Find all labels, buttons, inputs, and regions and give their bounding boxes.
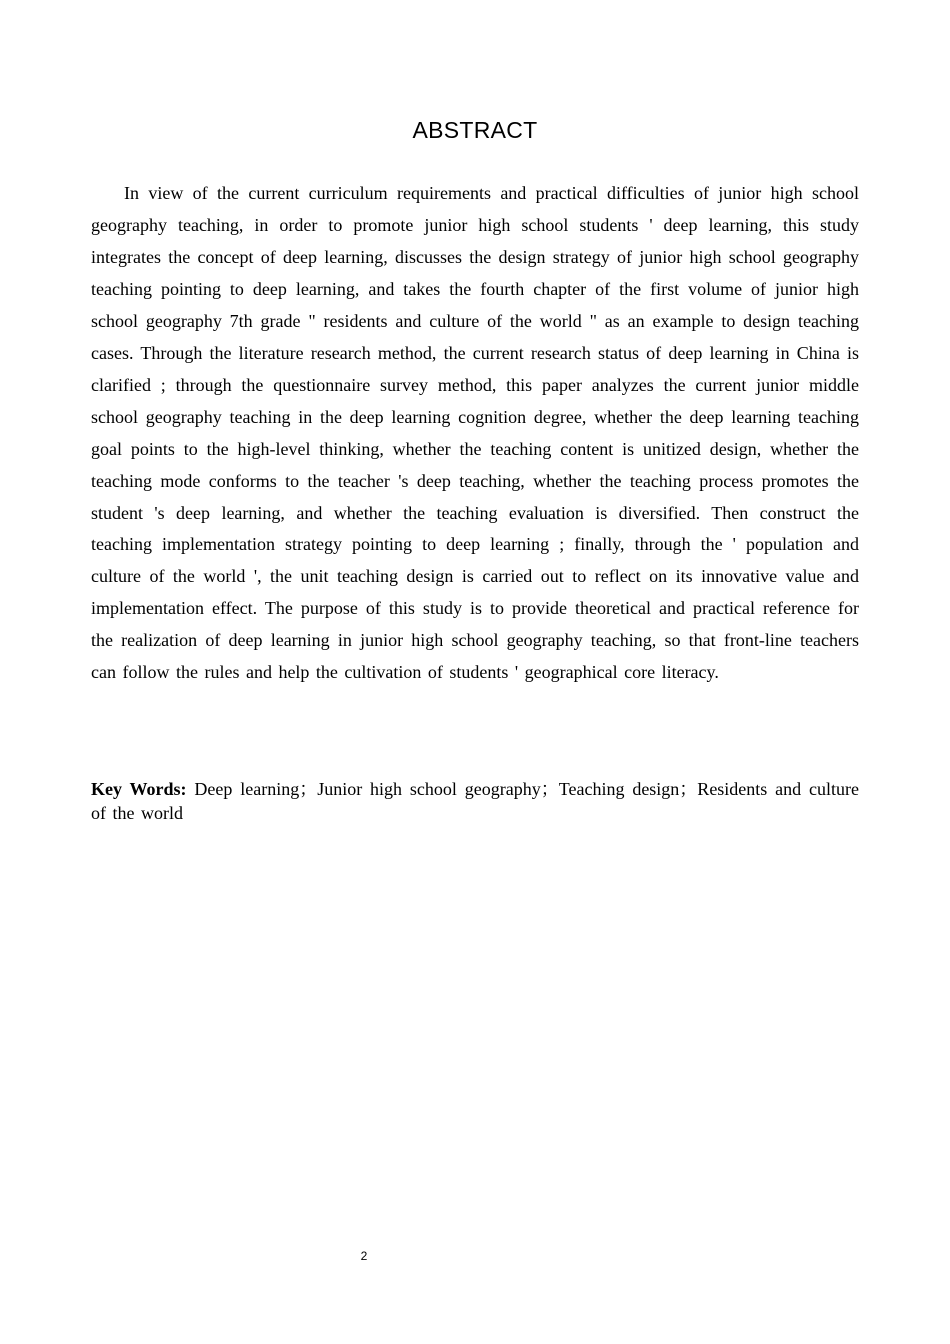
page-number: 2 <box>360 1249 368 1263</box>
keywords-line <box>91 777 859 825</box>
abstract-body: In view of the current curriculum requirements and practical difficulties of junior high school geography teaching, in order to promote junior high school students ' deep learning, this study integrates the concept of deep learning, discusses the design strategy of junior high school geography teaching pointing to deep learning, and takes the fourth chapter of the first volume of junior high school geography 7th grade " residents and culture of the world " as an example to design teaching cases. Through the literature research method, the current research status of deep learning in China is clarified ; through the questionnaire survey method, this paper analyzes the current junior middle school geography teaching in the deep learning cognition degree, whether the deep learning teaching goal points to the high-level thinking, whether the teaching content is unitized design, whether the teaching mode conforms to the teacher 's deep teaching, whether the teaching process promotes the student 's deep learning, and whether the teaching evaluation is diversified. Then construct the teaching implementation strategy pointing to deep learning ; finally, through the ' population and culture of the world ', the unit teaching design is carried out to reflect on its innovative value and implementation effect. The purpose of this study is to provide theoretical and practical reference for the realization of deep learning in junior high school geography teaching, so that front-line teachers can follow the rules and help the cultivation of students ' geographical core literacy. <box>91 183 859 683</box>
keywords-label: Key Words: <box>91 779 187 799</box>
keywords-text: Deep learning；Junior high school geography；Teaching design；Residents and culture of the world <box>91 779 859 823</box>
abstract-title: ABSTRACT <box>412 117 538 143</box>
